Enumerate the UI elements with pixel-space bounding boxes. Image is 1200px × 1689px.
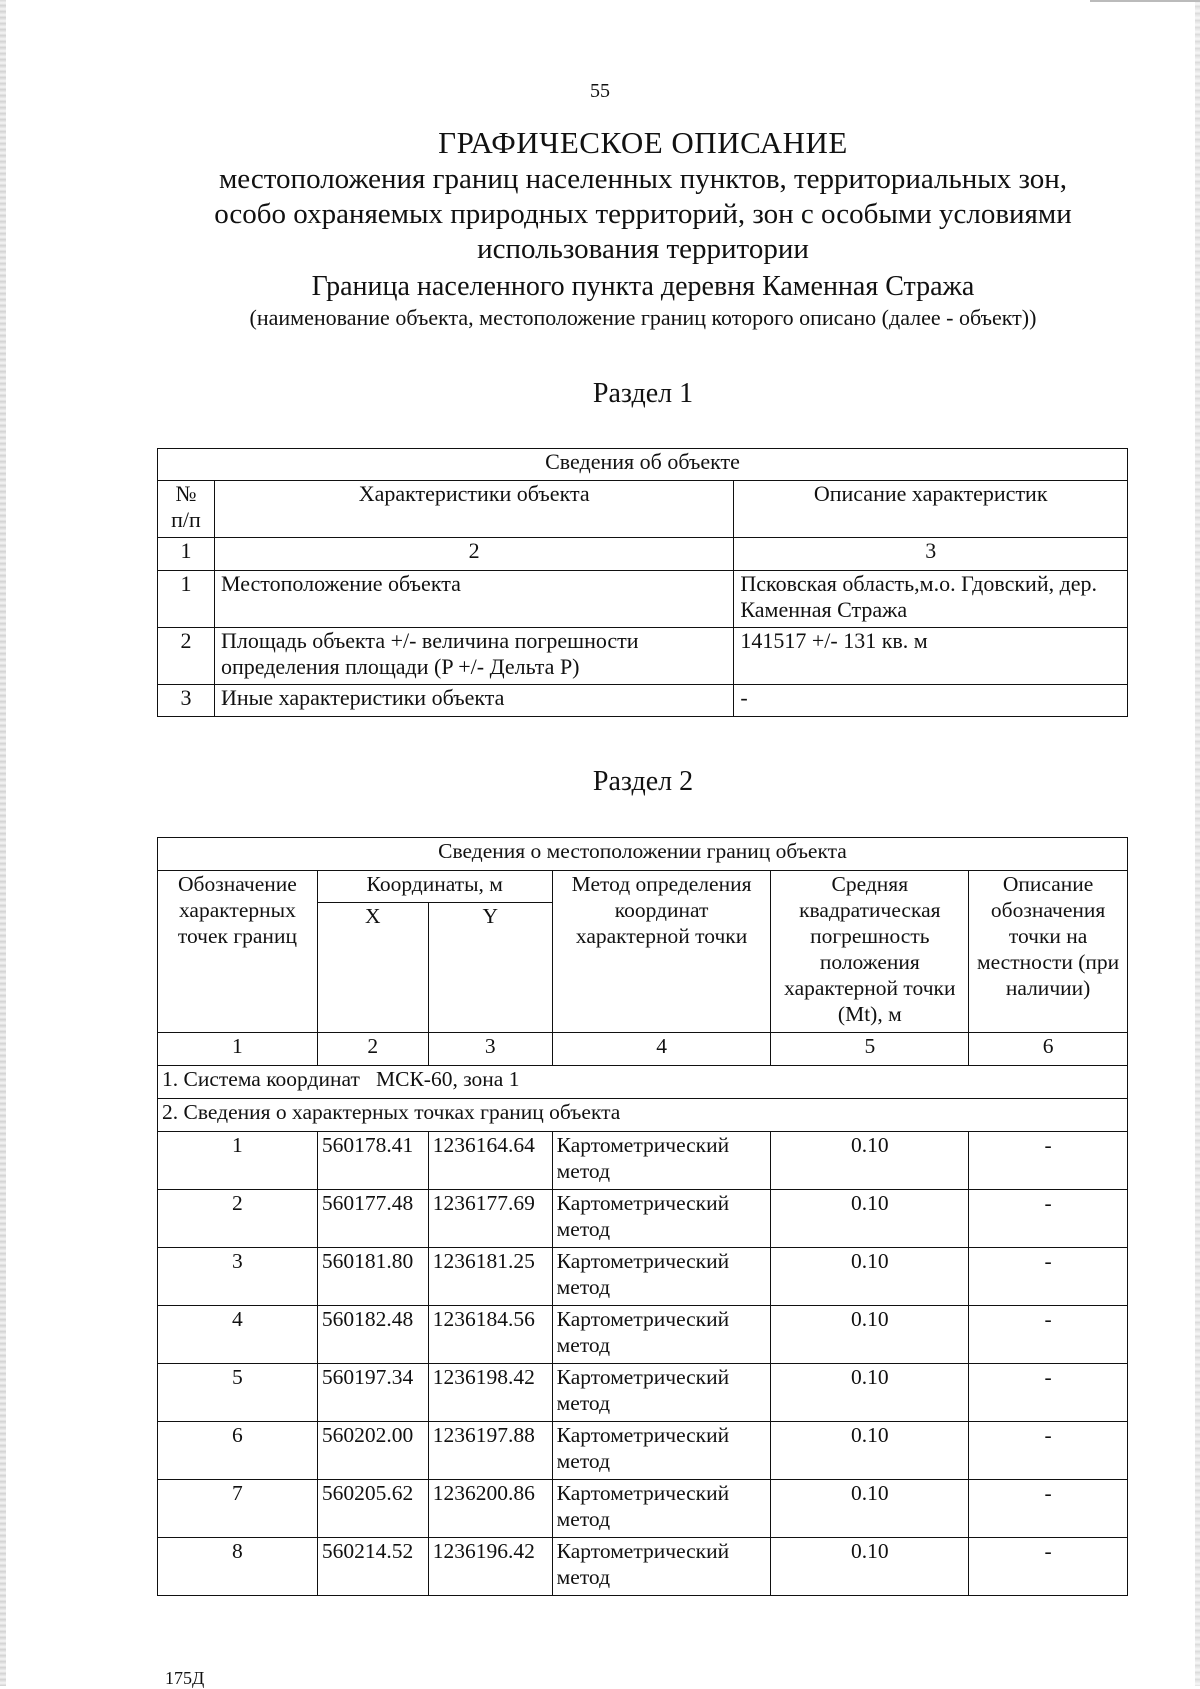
point-error: 0.10: [771, 1248, 969, 1306]
point-method: Картометрический метод: [552, 1480, 771, 1538]
point-description: -: [969, 1248, 1128, 1306]
table-caption: Сведения о местоположении границ объекта: [158, 838, 1128, 871]
point-id: 8: [158, 1538, 318, 1596]
point-id: 1: [158, 1132, 318, 1190]
table-row: [158, 685, 1128, 717]
point-x: 560205.62: [317, 1480, 428, 1538]
point-y: 1236196.42: [428, 1538, 552, 1596]
table-caption: Сведения об объекте: [158, 449, 1128, 481]
characteristic-value: -: [734, 685, 1128, 717]
point-x: 560177.48: [317, 1190, 428, 1248]
point-x: 560182.48: [317, 1306, 428, 1364]
point-y: 1236177.69: [428, 1190, 552, 1248]
point-description: -: [969, 1364, 1128, 1422]
point-id: 5: [158, 1364, 318, 1422]
point-y: 1236184.56: [428, 1306, 552, 1364]
point-error: 0.10: [771, 1190, 969, 1248]
characteristic-name: Местоположение объекта: [214, 571, 733, 628]
header-y: Y: [428, 903, 552, 1033]
object-name: Граница населенного пункта деревня Каменная Стража: [311, 271, 975, 302]
point-id: 3: [158, 1248, 318, 1306]
characteristic-name: Иные характеристики объекта: [214, 685, 733, 717]
table-row: [158, 1190, 1128, 1248]
header-x: X: [317, 903, 428, 1033]
point-id: 2: [158, 1190, 318, 1248]
point-x: 560178.41: [317, 1132, 428, 1190]
point-method: Картометрический метод: [552, 1306, 771, 1364]
point-description: -: [969, 1422, 1128, 1480]
point-error: 0.10: [771, 1422, 969, 1480]
characteristic-value: Псковская область,м.о. Гдовский, дер. Каменная Стража: [734, 571, 1128, 628]
table-row: [158, 1132, 1128, 1190]
point-error: 0.10: [771, 1480, 969, 1538]
point-y: 1236181.25: [428, 1248, 552, 1306]
point-y: 1236197.88: [428, 1422, 552, 1480]
table-row: [158, 1248, 1128, 1306]
coordinate-system: 1. Система координат МСК-60, зона 1: [158, 1066, 1128, 1099]
column-number: 3: [428, 1033, 552, 1066]
section-1-heading: Раздел 1: [592, 378, 694, 409]
scan-edge-top: [1090, 0, 1200, 2]
point-description: -: [969, 1190, 1128, 1248]
column-header: № п/п: [158, 481, 215, 538]
point-x: 560214.52: [317, 1538, 428, 1596]
table-row: [158, 571, 1128, 628]
table-row: [158, 1306, 1128, 1364]
header-method: Метод определения координат характерной точки: [552, 871, 771, 1033]
point-id: 6: [158, 1422, 318, 1480]
point-y: 1236200.86: [428, 1480, 552, 1538]
header-coordinates: Координаты, м: [317, 871, 552, 903]
table-row: [158, 1538, 1128, 1596]
point-error: 0.10: [771, 1364, 969, 1422]
point-description: -: [969, 1132, 1128, 1190]
characteristic-name: Площадь объекта +/- величина погрешности определения площади (P +/- Дельта P): [214, 628, 733, 685]
point-method: Картометрический метод: [552, 1132, 771, 1190]
header-error: Средняя квадратическая погрешность положения характерной точки (Mt), м: [771, 871, 969, 1033]
points-body: [158, 1132, 1128, 1596]
point-y: 1236198.42: [428, 1364, 552, 1422]
document-title: ГРАФИЧЕСКОЕ ОПИСАНИЕ: [438, 125, 848, 160]
subtitle-line-2: особо охраняемых природных территорий, зон с особыми условиями: [214, 198, 1072, 230]
point-method: Картометрический метод: [552, 1422, 771, 1480]
point-error: 0.10: [771, 1538, 969, 1596]
table-row: [158, 1364, 1128, 1422]
point-x: 560197.34: [317, 1364, 428, 1422]
point-id: 7: [158, 1480, 318, 1538]
footer-mark: 175Д: [165, 1668, 205, 1688]
object-note: (наименование объекта, местоположение границ которого описано (далее - объект)): [249, 305, 1037, 330]
scan-edge-left: [0, 0, 6, 1686]
point-method: Картометрический метод: [552, 1364, 771, 1422]
point-method: Картометрический метод: [552, 1190, 771, 1248]
point-x: 560202.00: [317, 1422, 428, 1480]
column-number: 1: [158, 538, 215, 571]
point-x: 560181.80: [317, 1248, 428, 1306]
header-designation: Обозначение характерных точек границ: [158, 871, 318, 1033]
table-row: [158, 1422, 1128, 1480]
column-number: 4: [552, 1033, 771, 1066]
table-row: [158, 628, 1128, 685]
point-method: Картометрический метод: [552, 1248, 771, 1306]
column-header: Характеристики объекта: [214, 481, 733, 538]
column-number: 2: [317, 1033, 428, 1066]
column-header: Описание характеристик: [734, 481, 1128, 538]
object-info-table: [157, 448, 1128, 717]
column-number: 6: [969, 1033, 1128, 1066]
document-header: [140, 124, 1146, 332]
characteristic-value: 141517 +/- 131 кв. м: [734, 628, 1128, 685]
column-number: 2: [214, 538, 733, 571]
page-number: 55: [590, 80, 610, 102]
row-number: 1: [158, 571, 215, 628]
point-description: -: [969, 1480, 1128, 1538]
header-description: Описание обозначения точки на местности (при наличии): [969, 871, 1128, 1033]
scan-edge-right: [1195, 0, 1200, 1686]
row-number: 2: [158, 628, 215, 685]
column-number: 5: [771, 1033, 969, 1066]
section-2-heading: Раздел 2: [592, 766, 694, 797]
points-caption: 2. Сведения о характерных точках границ объекта: [158, 1099, 1128, 1132]
column-number: 3: [734, 538, 1128, 571]
point-id: 4: [158, 1306, 318, 1364]
row-number: 3: [158, 685, 215, 717]
point-error: 0.10: [771, 1132, 969, 1190]
boundary-points-table: [157, 837, 1128, 1596]
column-number: 1: [158, 1033, 318, 1066]
point-description: -: [969, 1538, 1128, 1596]
subtitle-line-1: местоположения границ населенных пунктов, территориальных зон,: [218, 163, 1068, 195]
table-row: [158, 1480, 1128, 1538]
point-description: -: [969, 1306, 1128, 1364]
subtitle-line-3: использования территории: [477, 233, 809, 265]
point-y: 1236164.64: [428, 1132, 552, 1190]
point-error: 0.10: [771, 1306, 969, 1364]
point-method: Картометрический метод: [552, 1538, 771, 1596]
